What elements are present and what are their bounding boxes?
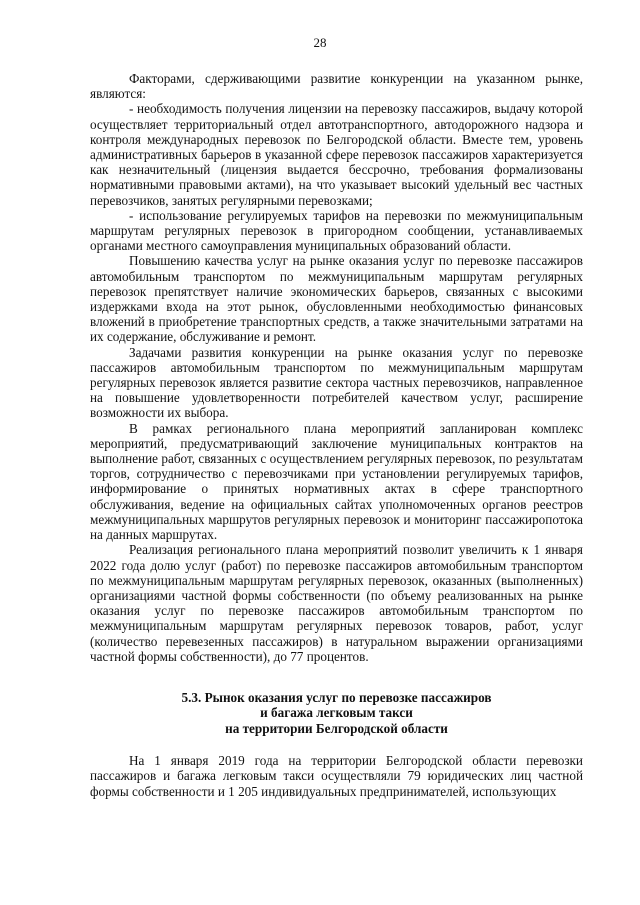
section-heading-line: на территории Белгородской области	[225, 720, 448, 736]
paragraph: Задачами развития конкуренции на рынке оказания услуг по перевозке пассажиров автомобильным транспортом по межмуниципальным маршрутам регулярных перевозок является развитие сектора частных перевозчиков, направленное на повышение удовлетворенности потребителей качеством услуг, расширение возможности их выбора.	[90, 344, 583, 421]
section-heading	[90, 690, 583, 736]
paragraph: - необходимость получения лицензии на перевозку пассажиров, выдачу которой осуществляет территориальный отдел автотранспортного, автодорожного надзора и контроля международных перевозок по Белгородской области. Вместе тем, уровень административных барьеров в указанной сфере перевозок пассажиров характеризуется как незначительный (лицензия выдается бессрочно, требования формализованы нормативными правовыми актами), на что указывает высокий удельный вес частных перевозчиков, занятых регулярными перевозками;	[90, 101, 583, 208]
paragraph: Повышению качества услуг на рынке оказания услуг по перевозке пассажиров автомобильным транспортом по межмуниципальным маршрутам регулярных перевозок препятствует наличие экономических барьеров, связанных с высокими издержками входа на этот рынок, обусловленными необходимостью финансовых вложений в приобретение транспортных средств, а также значительными затратами на их содержание, обслуживание и ремонт.	[90, 253, 583, 345]
paragraph: Факторами, сдерживающими развитие конкуренции на указанном рынке, являются:	[90, 71, 583, 102]
paragraph: - использование регулируемых тарифов на перевозки по межмуниципальным маршрутам регулярных перевозок в пригородном сообщении, устанавливаемых органами местного самоуправления муниципальных образований области.	[90, 207, 583, 254]
paragraph: Реализация регионального плана мероприятий позволит увеличить к 1 января 2022 года долю услуг (работ) по перевозке пассажиров автомобильным транспортом по межмуниципальным маршрутам регулярных перевозок, оказанных (выполненных) организациями частной формы собственности (по объему реализованных на рынке оказания услуг по перевозке пассажиров автомобильным транспортом по межмуниципальным маршрутам регулярных перевозок товаров, работ, услуг (количество перевезенных пассажиров) в натуральном выражении организациями частной формы собственности), до 77 процентов.	[90, 542, 583, 664]
paragraph: В рамках регионального плана мероприятий запланирован комплекс мероприятий, предусматривающий заключение муниципальных контрактов на выполнение работ, связанных с осуществлением регулярных перевозок, по результатам торгов, сотрудничество с перевозчиками при установлении регулируемых тарифов, информирование о принятых нормативных актах в сфере транспортного обслуживания, ведение на официальных сайтах уполномоченных органов реестров межмуниципальных маршрутов регулярных перевозок и мониторинг пассажиропотока на данных маршрутах.	[90, 420, 583, 543]
page-number: 28	[313, 35, 327, 50]
section-heading-line: и багажа легковым такси	[260, 705, 413, 721]
paragraph: На 1 января 2019 года на территории Белгородской области перевозки пассажиров и багажа легковым такси осуществляли 79 юридических лиц частной формы собственности и 1 205 индивидуальных предпринимателей, использующих	[90, 753, 583, 799]
section-heading-line: 5.3. Рынок оказания услуг по перевозке пассажиров	[181, 689, 492, 705]
document-body	[90, 71, 583, 799]
